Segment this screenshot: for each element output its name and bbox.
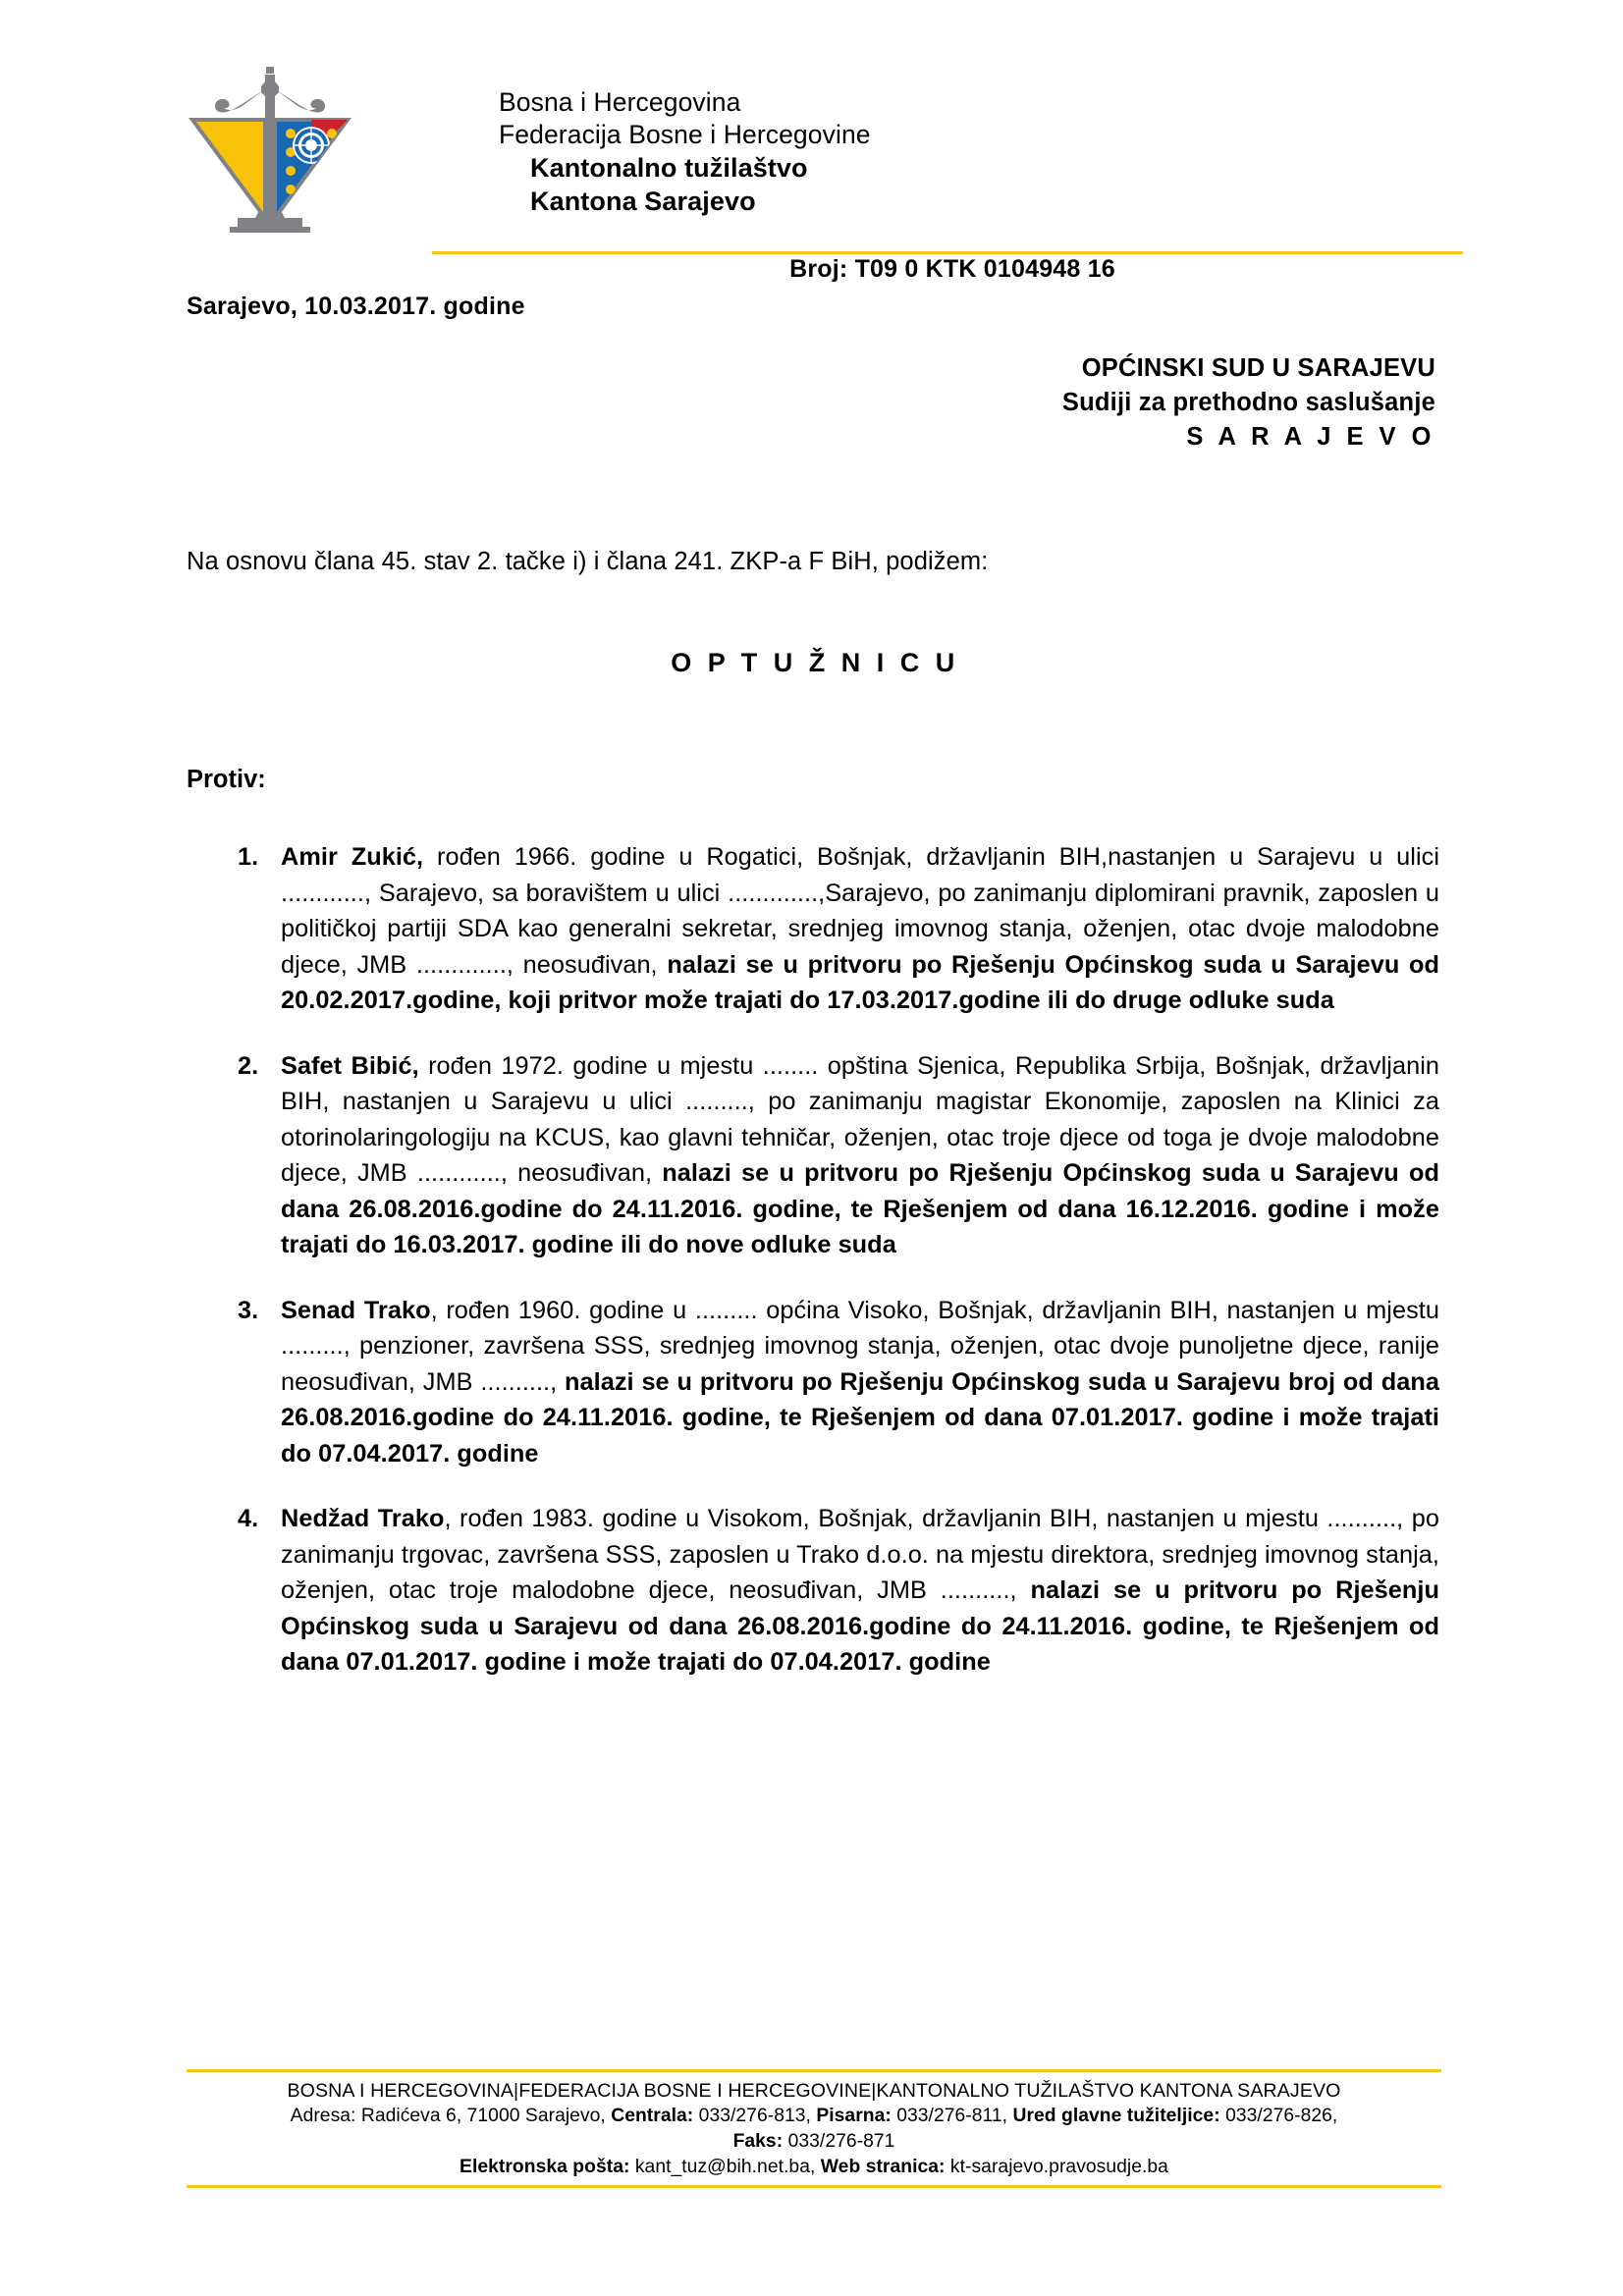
addressee-block xyxy=(687,351,1435,454)
list-item xyxy=(187,1048,1439,1263)
accused-details: , rođen 1960. godine u ......... općina Visoko, Bošnjak, državljanin BIH, nastanjen u mjestu ........., penzioner, završena SSS, srednjeg imovnog stanja, oženjen, otac dvoje punoljetne djece, ranije neosuđivan, JMB .........., xyxy=(281,1296,1439,1396)
legal-basis-paragraph: Na osnovu člana 45. stav 2. tačke i) i člana 241. ZKP-a F BiH, podižem: xyxy=(187,548,989,575)
footer-address-line xyxy=(187,2104,1441,2129)
footer-fax-number: 033/276-871 xyxy=(783,2131,895,2152)
accused-detention: nalazi se u pritvoru po Rješenju Općinskog suda u Sarajevu od 20.02.2017.godine, koji pritvor može trajati do 17.03.2017.godine ili do druge odluke suda xyxy=(281,950,1439,1014)
footer-label-faks: Faks: xyxy=(732,2131,784,2152)
footer-institution-line: BOSNA I HERCEGOVINA|FEDERACIJA BOSNE I HERCEGOVINE|KANTONALNO TUŽILAŠTVO KANTONA SARAJEVO xyxy=(287,2080,1341,2102)
accused-name: Nedžad Trako xyxy=(281,1505,445,1532)
list-item-number: 2. xyxy=(238,1051,259,1080)
footer-divider-top xyxy=(187,2069,1441,2072)
accused-name: Safet Bibić, xyxy=(281,1051,419,1080)
footer-web-value: kt-sarajevo.pravosudje.ba xyxy=(945,2157,1168,2177)
footer-contact-line xyxy=(187,2155,1441,2180)
footer-label-web: Web stranica: xyxy=(820,2157,946,2177)
accused-detention: nalazi se u pritvoru po Rješenju Općinskog suda u Sarajevu od dana 26.08.2016.godine do 24.11.2016. godine, te Rješenjem od dana 07.01.2017. godine i može trajati do 07.04.2017. godine xyxy=(281,1576,1439,1676)
addressee-court: OPĆINSKI SUD U SARAJEVU xyxy=(1081,354,1435,382)
header-office: Kantonalno tužilaštvo xyxy=(530,153,808,183)
scales-of-justice-icon xyxy=(183,61,357,233)
list-item xyxy=(187,1293,1439,1472)
footer-address-text: Adresa: Radićeva 6, 71000 Sarajevo, xyxy=(290,2106,612,2126)
header-divider xyxy=(432,251,1463,254)
place-and-date: Sarajevo, 10.03.2017. godine xyxy=(187,293,525,320)
list-item-number: 3. xyxy=(238,1296,259,1324)
header-canton: Kantona Sarajevo xyxy=(530,187,756,216)
document-title: O P T U Ž N I C U xyxy=(671,648,959,677)
accused-detention: nalazi se u pritvoru po Rješenju Općinskog suda u Sarajevu broj od dana 26.08.2016.godine do 24.11.2016. godine, te Rješenjem od dana 07.01.2017. godine i može trajati do 07.04.2017. godine xyxy=(281,1367,1439,1468)
footer-fax-line xyxy=(187,2129,1441,2155)
footer-phone-pisarna: 033/276-811, xyxy=(891,2106,1013,2126)
against-label: Protiv: xyxy=(187,766,266,793)
accused-details: , rođen 1983. godine u Visokom, Bošnjak, državljanin BIH, nastanjen u mjestu .........., po zanimanju trgovac, završena SSS, zaposlen u Trako d.o.o. na mjestu direktora, srednjeg imovnog stanja, oženjen, otac troje malodobne djece, neosuđivan, JMB .........., xyxy=(281,1505,1439,1604)
document-footer xyxy=(187,2069,1441,2188)
footer-label-pisarna: Pisarna: xyxy=(816,2106,892,2126)
footer-phone-ured: 033/276-826, xyxy=(1219,2106,1338,2126)
footer-email-value: kant_tuz@bih.net.ba, xyxy=(629,2157,821,2177)
header-federation: Federacija Bosne i Hercegovine xyxy=(499,120,871,149)
accused-name: Amir Zukić, xyxy=(281,843,424,871)
accused-name: Senad Trako xyxy=(281,1296,431,1324)
case-number: Broj: T09 0 KTK 0104948 16 xyxy=(789,255,1115,283)
accused-list xyxy=(187,839,1439,1710)
list-item xyxy=(187,839,1439,1019)
footer-label-ured: Ured glavne tužiteljice: xyxy=(1012,2106,1220,2126)
footer-label-email: Elektronska pošta: xyxy=(460,2157,630,2177)
accused-details: rođen 1966. godine u Rogatici, Bošnjak, državljanin BIH,nastanjen u Sarajevu u ulici ............, Sarajevo, sa boravištem u ulici .............,Sarajevo, po zanimanju diplomirani pravnik, zaposlen u političkoj partiji SDA kao generalni sekretar, srednjeg imovnog stanja, oženjen, otac dvoje malodobne djece, JMB ............., neosuđivan, xyxy=(281,843,1440,979)
footer-divider-bottom xyxy=(187,2185,1441,2188)
list-item-number: 1. xyxy=(238,843,259,871)
list-item-number: 4. xyxy=(238,1505,259,1532)
header-institution-text xyxy=(499,86,1382,218)
accused-details: rođen 1972. godine u mjestu ........ opština Sjenica, Republika Srbija, Bošnjak, državljanin BIH, nastanjen u Sarajevu u ulici ........., po zanimanju magistar Ekonomije, zaposlen na Klinici za otorinolaringologiju na KCUS, kao glavni tehničar, oženjen, otac troje djece od toga je dvoje malodobne djece, JMB ............, neosuđivan, xyxy=(281,1051,1439,1187)
footer-label-centrala: Centrala: xyxy=(611,2106,694,2126)
header-country: Bosna i Hercegovina xyxy=(499,87,741,117)
footer-phone-centrala: 033/276-813, xyxy=(693,2106,817,2126)
accused-detention: nalazi se u pritvoru po Rješenju Općinskog suda u Sarajevu od dana 26.08.2016.godine do 24.11.2016. godine, te Rješenjem od dana 16.12.2016. godine i može trajati do 16.03.2017. godine ili do nove odluke suda xyxy=(281,1159,1439,1258)
addressee-city: S A R A J E V O xyxy=(1186,423,1435,451)
list-item xyxy=(187,1501,1439,1681)
addressee-recipient: Sudiji za prethodno saslušanje xyxy=(1061,389,1435,416)
